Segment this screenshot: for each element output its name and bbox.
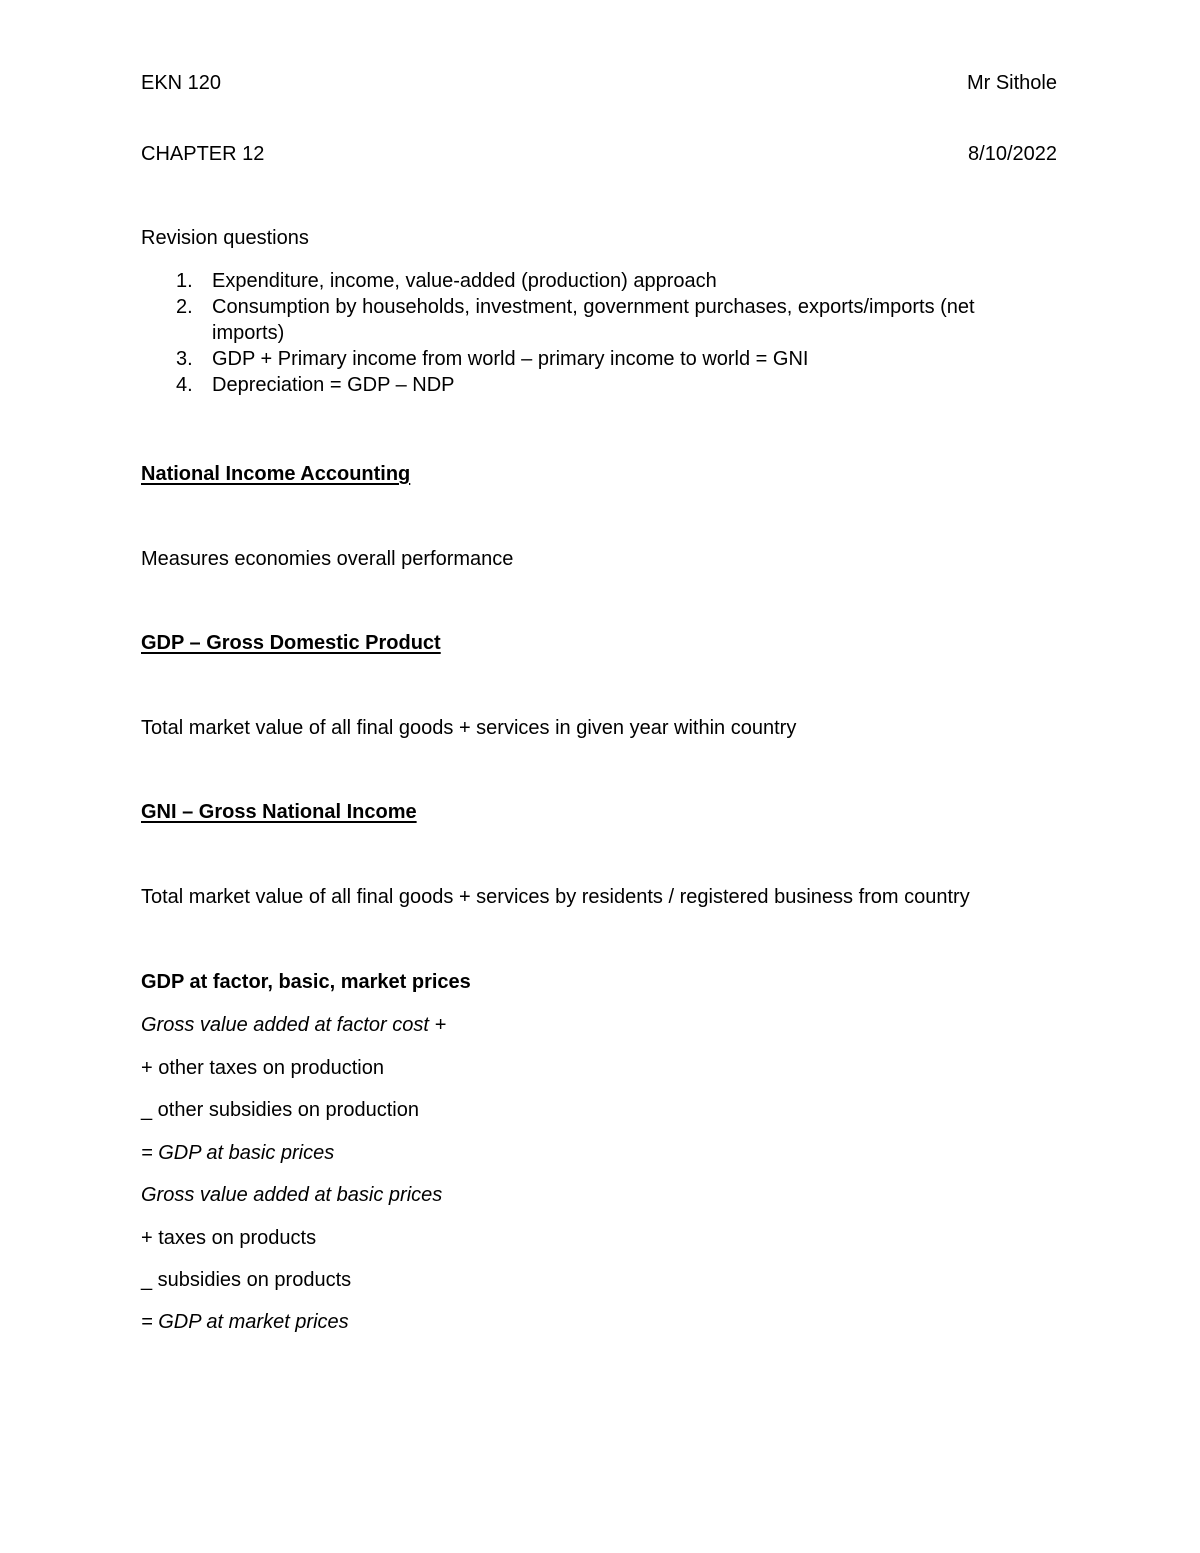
calc-line: = GDP at market prices bbox=[141, 1311, 349, 1333]
revision-list bbox=[141, 268, 1051, 398]
revision-title: Revision questions bbox=[141, 227, 309, 249]
gni-heading: GNI – Gross National Income bbox=[141, 801, 417, 823]
calc-line: Gross value added at basic prices bbox=[141, 1184, 443, 1206]
list-number: 3. bbox=[176, 348, 193, 370]
gdp-heading: GDP – Gross Domestic Product bbox=[141, 632, 441, 654]
calc-line: = GDP at basic prices bbox=[141, 1142, 335, 1164]
gdp-definition: Total market value of all final goods + services in given year within country bbox=[141, 717, 797, 739]
lecturer-name: Mr Sithole bbox=[966, 72, 1057, 94]
revision-item-4 bbox=[141, 372, 1051, 398]
prices-heading: GDP at factor, basic, market prices bbox=[141, 971, 471, 993]
list-item-text: Consumption by households, investment, government purchases, exports/imports (net bbox=[212, 296, 975, 318]
list-item-text: GDP + Primary income from world – primary income to world = GNI bbox=[212, 348, 809, 370]
gni-definition: Total market value of all final goods + services by residents / registered business from country bbox=[141, 886, 970, 908]
revision-item-2 bbox=[141, 294, 1051, 346]
calc-line: + other taxes on production bbox=[141, 1057, 384, 1079]
list-number: 4. bbox=[176, 374, 193, 396]
course-code: EKN 120 bbox=[141, 72, 222, 94]
revision-item-1 bbox=[141, 268, 1051, 294]
national-income-heading: National Income Accounting bbox=[141, 463, 411, 485]
calc-line: Gross value added at factor cost + bbox=[141, 1014, 447, 1036]
national-income-text: Measures economies overall performance bbox=[141, 548, 514, 570]
calc-line: + taxes on products bbox=[141, 1227, 317, 1249]
list-item-text: Expenditure, income, value-added (production) approach bbox=[212, 270, 717, 292]
list-number: 2. bbox=[176, 296, 193, 318]
date-label: 8/10/2022 bbox=[968, 143, 1057, 165]
list-item-text: Depreciation = GDP – NDP bbox=[212, 374, 455, 396]
list-number: 1. bbox=[176, 270, 193, 292]
list-item-continuation: imports) bbox=[212, 322, 285, 344]
calc-line: _ other subsidies on production bbox=[141, 1099, 419, 1121]
revision-item-3 bbox=[141, 346, 1051, 372]
calc-line: _ subsidies on products bbox=[141, 1269, 352, 1291]
chapter-label: CHAPTER 12 bbox=[141, 143, 265, 165]
